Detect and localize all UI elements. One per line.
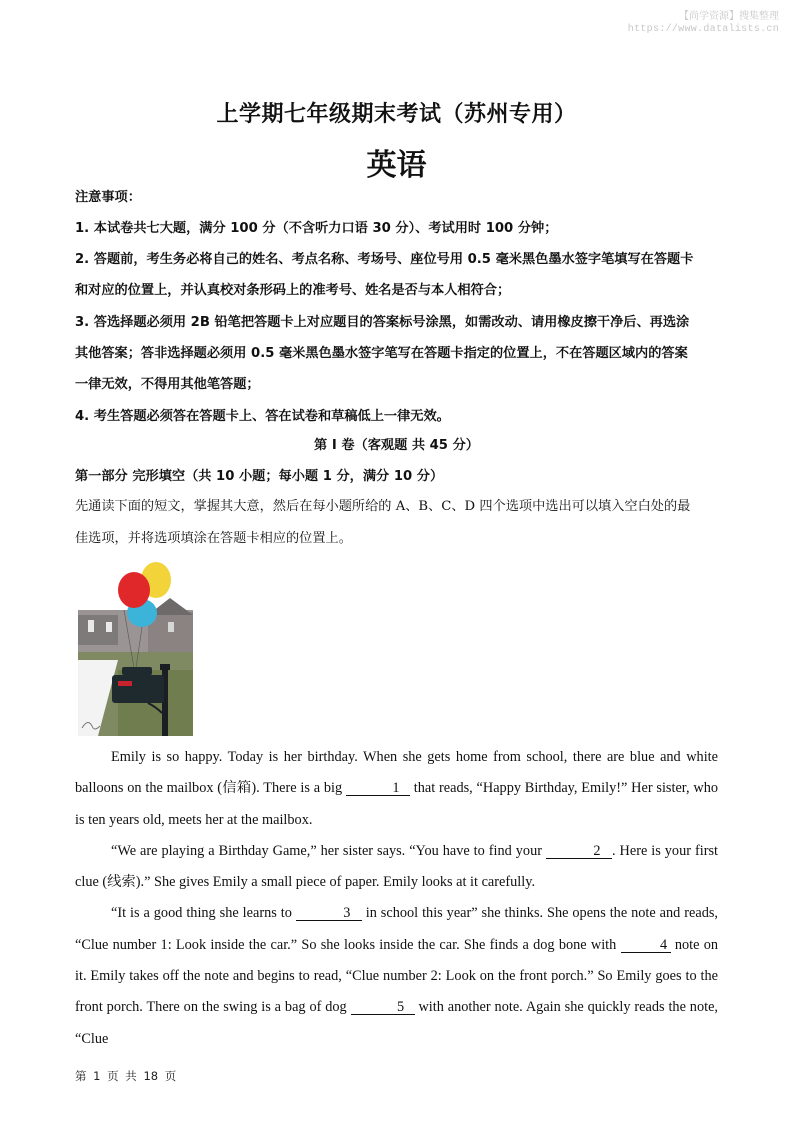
passage-paragraph-3: [75, 898, 718, 1054]
instruction-line-1: 先通读下面的短文，掌握其大意，然后在每小题所给的 A、B、C、D 四个选项中选出可以填入空白处的最: [75, 499, 691, 514]
watermark-source: 【尚学资源】搜集整理: [679, 11, 779, 22]
notice-item-4: 4. 考生答题必须答在答题卡上、答在试卷和草稿低上一律无效。: [75, 409, 450, 424]
passage: [75, 742, 718, 1055]
watermark-url: https://www.datalists.cn: [627, 24, 779, 35]
mailbox-balloons-image: [78, 560, 193, 736]
page-number: 第 1 页 共 18 页: [75, 1069, 177, 1083]
passage-text: note on it. Emily takes off the note and begins to read, “Clue number 2: Look on the front porch.” So Emily goes to the front porch. There on the swing is a bag of dog: [75, 936, 719, 1016]
notice-item-3-line-1: 3. 答选择题必须用 2B 铅笔把答题卡上对应题目的答案标号涂黑，如需改动、请用橡皮擦干净后、再选涂: [75, 315, 690, 330]
part-heading: 第一部分 完形填空（共 10 小题；每小题 1 分，满分 10 分）: [75, 469, 444, 484]
exam-title: 上学期七年级期末考试（苏州专用）: [216, 102, 577, 127]
blank-4: 4: [621, 938, 671, 953]
passage-text: “It is a good thing she learns to: [111, 905, 296, 922]
blank-1: 1: [346, 781, 410, 796]
blank-2: 2: [546, 844, 612, 859]
notice-heading: 注意事项：: [75, 190, 141, 205]
exam-subject: 英语: [366, 148, 427, 183]
passage-text: “We are playing a Birthday Game,” her sister says. “You have to find your: [111, 842, 546, 859]
passage-text: in school this year” she thinks. She opens the note and reads, “Clue number 1: Look inside the car.” So she looks inside the car. She finds a dog bone with: [75, 905, 718, 953]
notice-item-3-line-3: 一律无效，不得用其他笔答题；: [75, 377, 260, 392]
notice-item-3-line-2: 其他答案；答非选择题必须用 0.5 毫米黑色墨水签字笔写在答题卡指定的位置上，不在答题区域内的答案: [75, 346, 688, 361]
blank-5: 5: [351, 1000, 415, 1015]
notice-item-2-line-2: 和对应的位置上，并认真校对条形码上的准考号、姓名是否与本人相符合；: [75, 283, 511, 298]
notice-item-2-line-1: 2. 答题前，考生务必将自己的姓名、考点名称、考场号、座位号用 0.5 毫米黑色墨水签字笔填写在答题卡: [75, 252, 694, 267]
blank-3: 3: [296, 906, 362, 921]
passage-paragraph-2: [75, 836, 718, 899]
passage-paragraph-1: [75, 742, 718, 836]
instruction-line-2: 佳选项，并将选项填涂在答题卡相应的位置上。: [75, 531, 352, 546]
volume-heading: 第 I 卷（客观题 共 45 分）: [314, 438, 479, 453]
watermark: [628, 10, 779, 36]
passage-text: . Here is your first clue (线索).” She gives Emily a small piece of paper. Emily looks at it carefully.: [75, 842, 718, 891]
notice-item-1: 1. 本试卷共七大题，满分 100 分（不含听力口语 30 分）、考试用时 100 分钟；: [75, 221, 558, 236]
passage-text: with another note. Again she quickly reads the note, “Clue: [75, 999, 718, 1047]
passage-text: that reads, “Happy Birthday, Emily!” Her sister, who is ten years old, meets her at the mailbox.: [75, 780, 718, 828]
passage-text: Emily is so happy. Today is her birthday. When she gets home from school, there are blue and white balloons on the mailbox (信箱). There is a big: [75, 749, 718, 797]
